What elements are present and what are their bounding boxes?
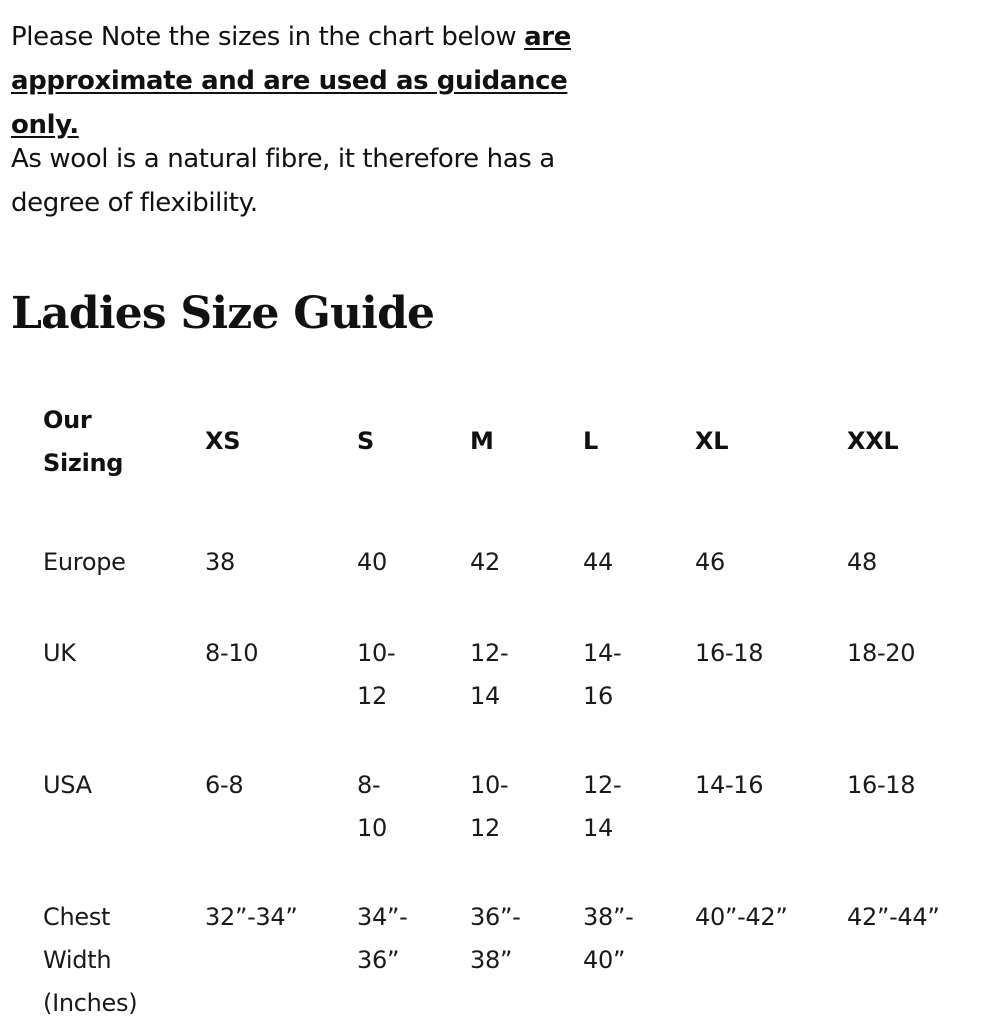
cell-usa-l: 12- 14 <box>583 771 622 842</box>
disclaimer-text: Please Note the sizes in the chart below <box>11 22 525 52</box>
header-size-xxl: XXL <box>847 427 899 455</box>
cell-chest-l: 38”- 40” <box>583 903 634 974</box>
cell-europe-xs: 38 <box>205 548 235 576</box>
cell-usa-s: 8- 10 <box>357 771 387 842</box>
cell-europe-xl: 46 <box>695 548 725 576</box>
row-label-europe: Europe <box>43 548 126 576</box>
cell-uk-xs: 8-10 <box>205 639 259 667</box>
disclaimer-emphasis-1: are <box>524 22 571 52</box>
row-label-usa: USA <box>43 771 92 799</box>
cell-usa-xl: 14-16 <box>695 771 764 799</box>
cell-uk-xxl: 18-20 <box>847 639 916 667</box>
cell-usa-m: 10- 12 <box>470 771 509 842</box>
header-size-l: L <box>583 427 598 455</box>
row-label-chest: Chest Width (Inches) <box>43 903 138 1017</box>
cell-chest-xl: 40”-42” <box>695 903 788 931</box>
row-label-uk: UK <box>43 639 76 667</box>
header-label-our-sizing: Our Sizing <box>43 406 124 477</box>
cell-europe-xxl: 48 <box>847 548 877 576</box>
cell-uk-s: 10- 12 <box>357 639 396 710</box>
disclaimer-emphasis-2: approximate and are used as guidance only. <box>11 66 568 140</box>
cell-europe-m: 42 <box>470 548 500 576</box>
cell-chest-xs: 32”-34” <box>205 903 298 931</box>
page-title: Ladies Size Guide <box>11 288 435 339</box>
header-size-m: M <box>470 427 494 455</box>
cell-europe-s: 40 <box>357 548 387 576</box>
cell-chest-xxl: 42”-44” <box>847 903 940 931</box>
wool-note-line-1: As wool is a natural fibre, it therefore has a <box>11 144 555 174</box>
cell-uk-m: 12- 14 <box>470 639 509 710</box>
wool-note-line-2: degree of flexibility. <box>11 188 258 218</box>
header-size-s: S <box>357 427 374 455</box>
cell-europe-l: 44 <box>583 548 613 576</box>
cell-uk-xl: 16-18 <box>695 639 764 667</box>
cell-usa-xs: 6-8 <box>205 771 244 799</box>
header-size-xs: XS <box>205 427 241 455</box>
cell-chest-m: 36”- 38” <box>470 903 521 974</box>
header-size-xl: XL <box>695 427 729 455</box>
cell-usa-xxl: 16-18 <box>847 771 916 799</box>
cell-uk-l: 14- 16 <box>583 639 622 710</box>
cell-chest-s: 34”- 36” <box>357 903 408 974</box>
